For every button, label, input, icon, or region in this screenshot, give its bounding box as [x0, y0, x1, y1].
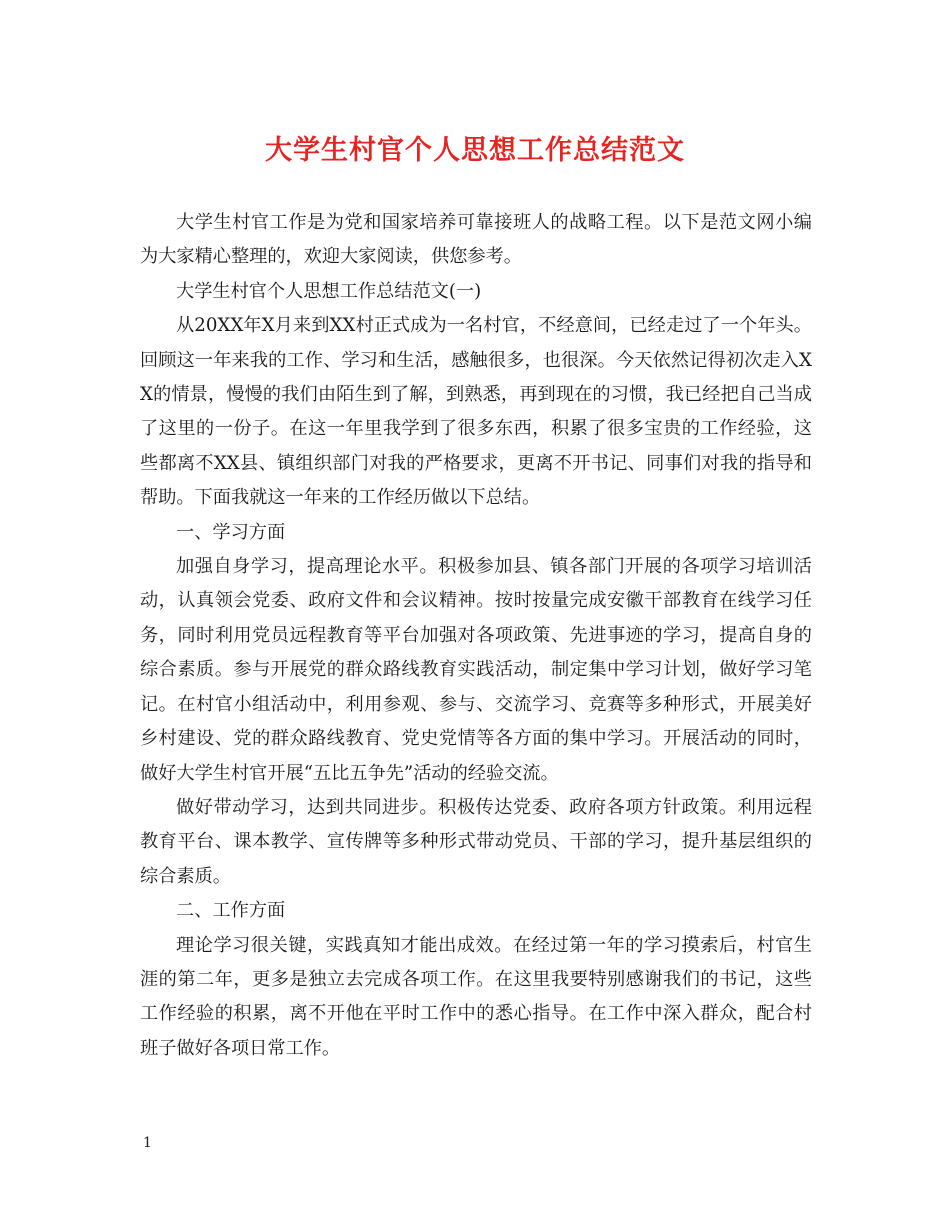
overview-paragraph: 从20XX年X月来到XX村正式成为一名村官，不经意间，已经走过了一个年头。回顾这一年来我的工作、学习和生活，感触很多，也很深。今天依然记得初次走入XX的情景，慢慢的我们由陌生到了解，到熟悉，再到现在的习惯，我已经把自己当成了这里的一份子。在这一年里我学到了很多东西，积累了很多宝贵的工作经验，这些都离不XX县、镇组织部门对我的严格要求，更离不开书记、同事们对我的指导和帮助。下面我就这一年来的工作经历做以下总结。: [140, 315, 812, 509]
study-paragraph-1: 加强自身学习，提高理论水平。积极参加县、镇各部门开展的各项学习培训活动，认真领会党委、政府文件和会议精神。按时按量完成安徽干部教育在线学习任务，同时利用党员远程教育等平台加强对各项政策、先进事迹的学习，提高自身的综合素质。参与开展党的群众路线教育实践活动，制定集中学习计划，做好学习笔记。在村官小组活动中，利用参观、参与、交流学习、竞赛等多种形式，开展美好乡村建设、党的群众路线教育、党史党情等各方面的集中学习。开展活动的同时，做好大学生村官开展“五比五争先”活动的经验交流。: [140, 556, 812, 784]
section-heading-study: 一、学习方面: [176, 521, 286, 543]
section-heading-work: 二、工作方面: [176, 900, 286, 922]
study-paragraph-2: 做好带动学习，达到共同进步。积极传达党委、政府各项方针政策。利用远程教育平台、课本教学、宣传牌等多种形式带动党员、干部的学习，提升基层组织的综合素质。: [140, 796, 812, 887]
document-title: 大学生村官个人思想工作总结范文: [265, 135, 685, 166]
intro-paragraph: 大学生村官工作是为党和国家培养可靠接班人的战略工程。以下是范文网小编为大家精心整理的，欢迎大家阅读，供您参考。: [140, 212, 812, 268]
document-body: [140, 206, 812, 1066]
page-number: 1: [143, 1135, 152, 1151]
work-paragraph-1: 理论学习很关键，实践真知才能出成效。在经过第一年的学习摸索后，村官生涯的第二年，更多是独立去完成各项工作。在这里我要特别感谢我们的书记，这些工作经验的积累，离不开他在平时工作中的悉心指导。在工作中深入群众，配合村班子做好各项日常工作。: [140, 934, 812, 1059]
section-heading-sample-one: 大学生村官个人思想工作总结范文(一): [176, 280, 482, 302]
